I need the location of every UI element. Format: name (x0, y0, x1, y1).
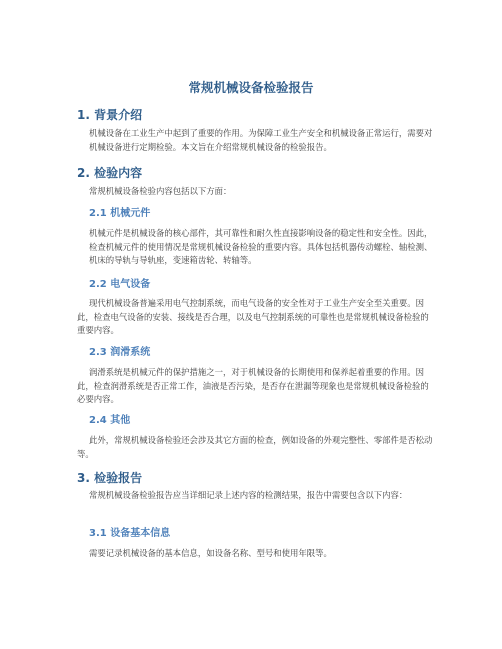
section-paragraph-inspection-report: 常规机械设备检验报告应当详细记录上述内容的检测结果，报告中需要包含以下内容： (89, 490, 408, 500)
section-heading-background: 1. 背景介绍 (77, 108, 143, 122)
subsection-paragraph-mechanical-components: 机械元件是机械设备的核心部件，其可靠性和耐久性直接影响设备的稳定性和安全性。因此，检查机械元件的使用情况是常规机械设备检验的重要内容。具体包括机器传动螺栓、轴检测、机床的导轨与导轨座，变速箱齿轮、转轴等。 (89, 228, 433, 265)
subsection-paragraph-other: 此外，常规机械设备检验还会涉及其它方面的检查，例如设备的外观完整性、零部件是否松动等。 (77, 435, 433, 459)
section-heading-inspection-content: 2. 检验内容 (77, 166, 143, 180)
subsection-heading-electrical-equipment: 2.2 电气设备 (89, 279, 151, 290)
section-paragraph-background: 机械设备在工业生产中起到了重要的作用。为保障工业生产安全和机械设备正常运行，需要对机械设备进行定期检验。本文旨在介绍常规机械设备的检验报告。 (89, 128, 433, 152)
document-title: 常规机械设备检验报告 (188, 80, 314, 95)
subsection-heading-mechanical-components: 2.1 机械元件 (89, 208, 151, 219)
subsection-heading-lubrication-system: 2.3 润滑系统 (89, 347, 151, 358)
subsection-heading-other: 2.4 其他 (89, 415, 131, 426)
subsection-paragraph-basic-info: 需要记录机械设备的基本信息，如设备名称、型号和使用年限等。 (89, 548, 332, 558)
subsection-paragraph-electrical-equipment: 现代机械设备普遍采用电气控制系统，而电气设备的安全性对于工业生产安全至关重要。因此，检查电气设备的安装、接线是否合理，以及电气控制系统的可靠性也是常规机械设备检验的重要内容。 (77, 298, 429, 335)
subsection-paragraph-lubrication-system: 润滑系统是机械元件的保护措施之一，对于机械设备的长期使用和保养起着重要的作用。因此，检查润滑系统是否正常工作，油液是否污染，是否存在泄漏等现象也是常规机械设备检验的必要内容。 (77, 367, 429, 404)
subsection-heading-basic-info: 3.1 设备基本信息 (89, 528, 171, 539)
section-heading-inspection-report: 3. 检验报告 (77, 471, 143, 485)
section-paragraph-inspection-content: 常规机械设备检验内容包括以下方面： (89, 186, 232, 196)
